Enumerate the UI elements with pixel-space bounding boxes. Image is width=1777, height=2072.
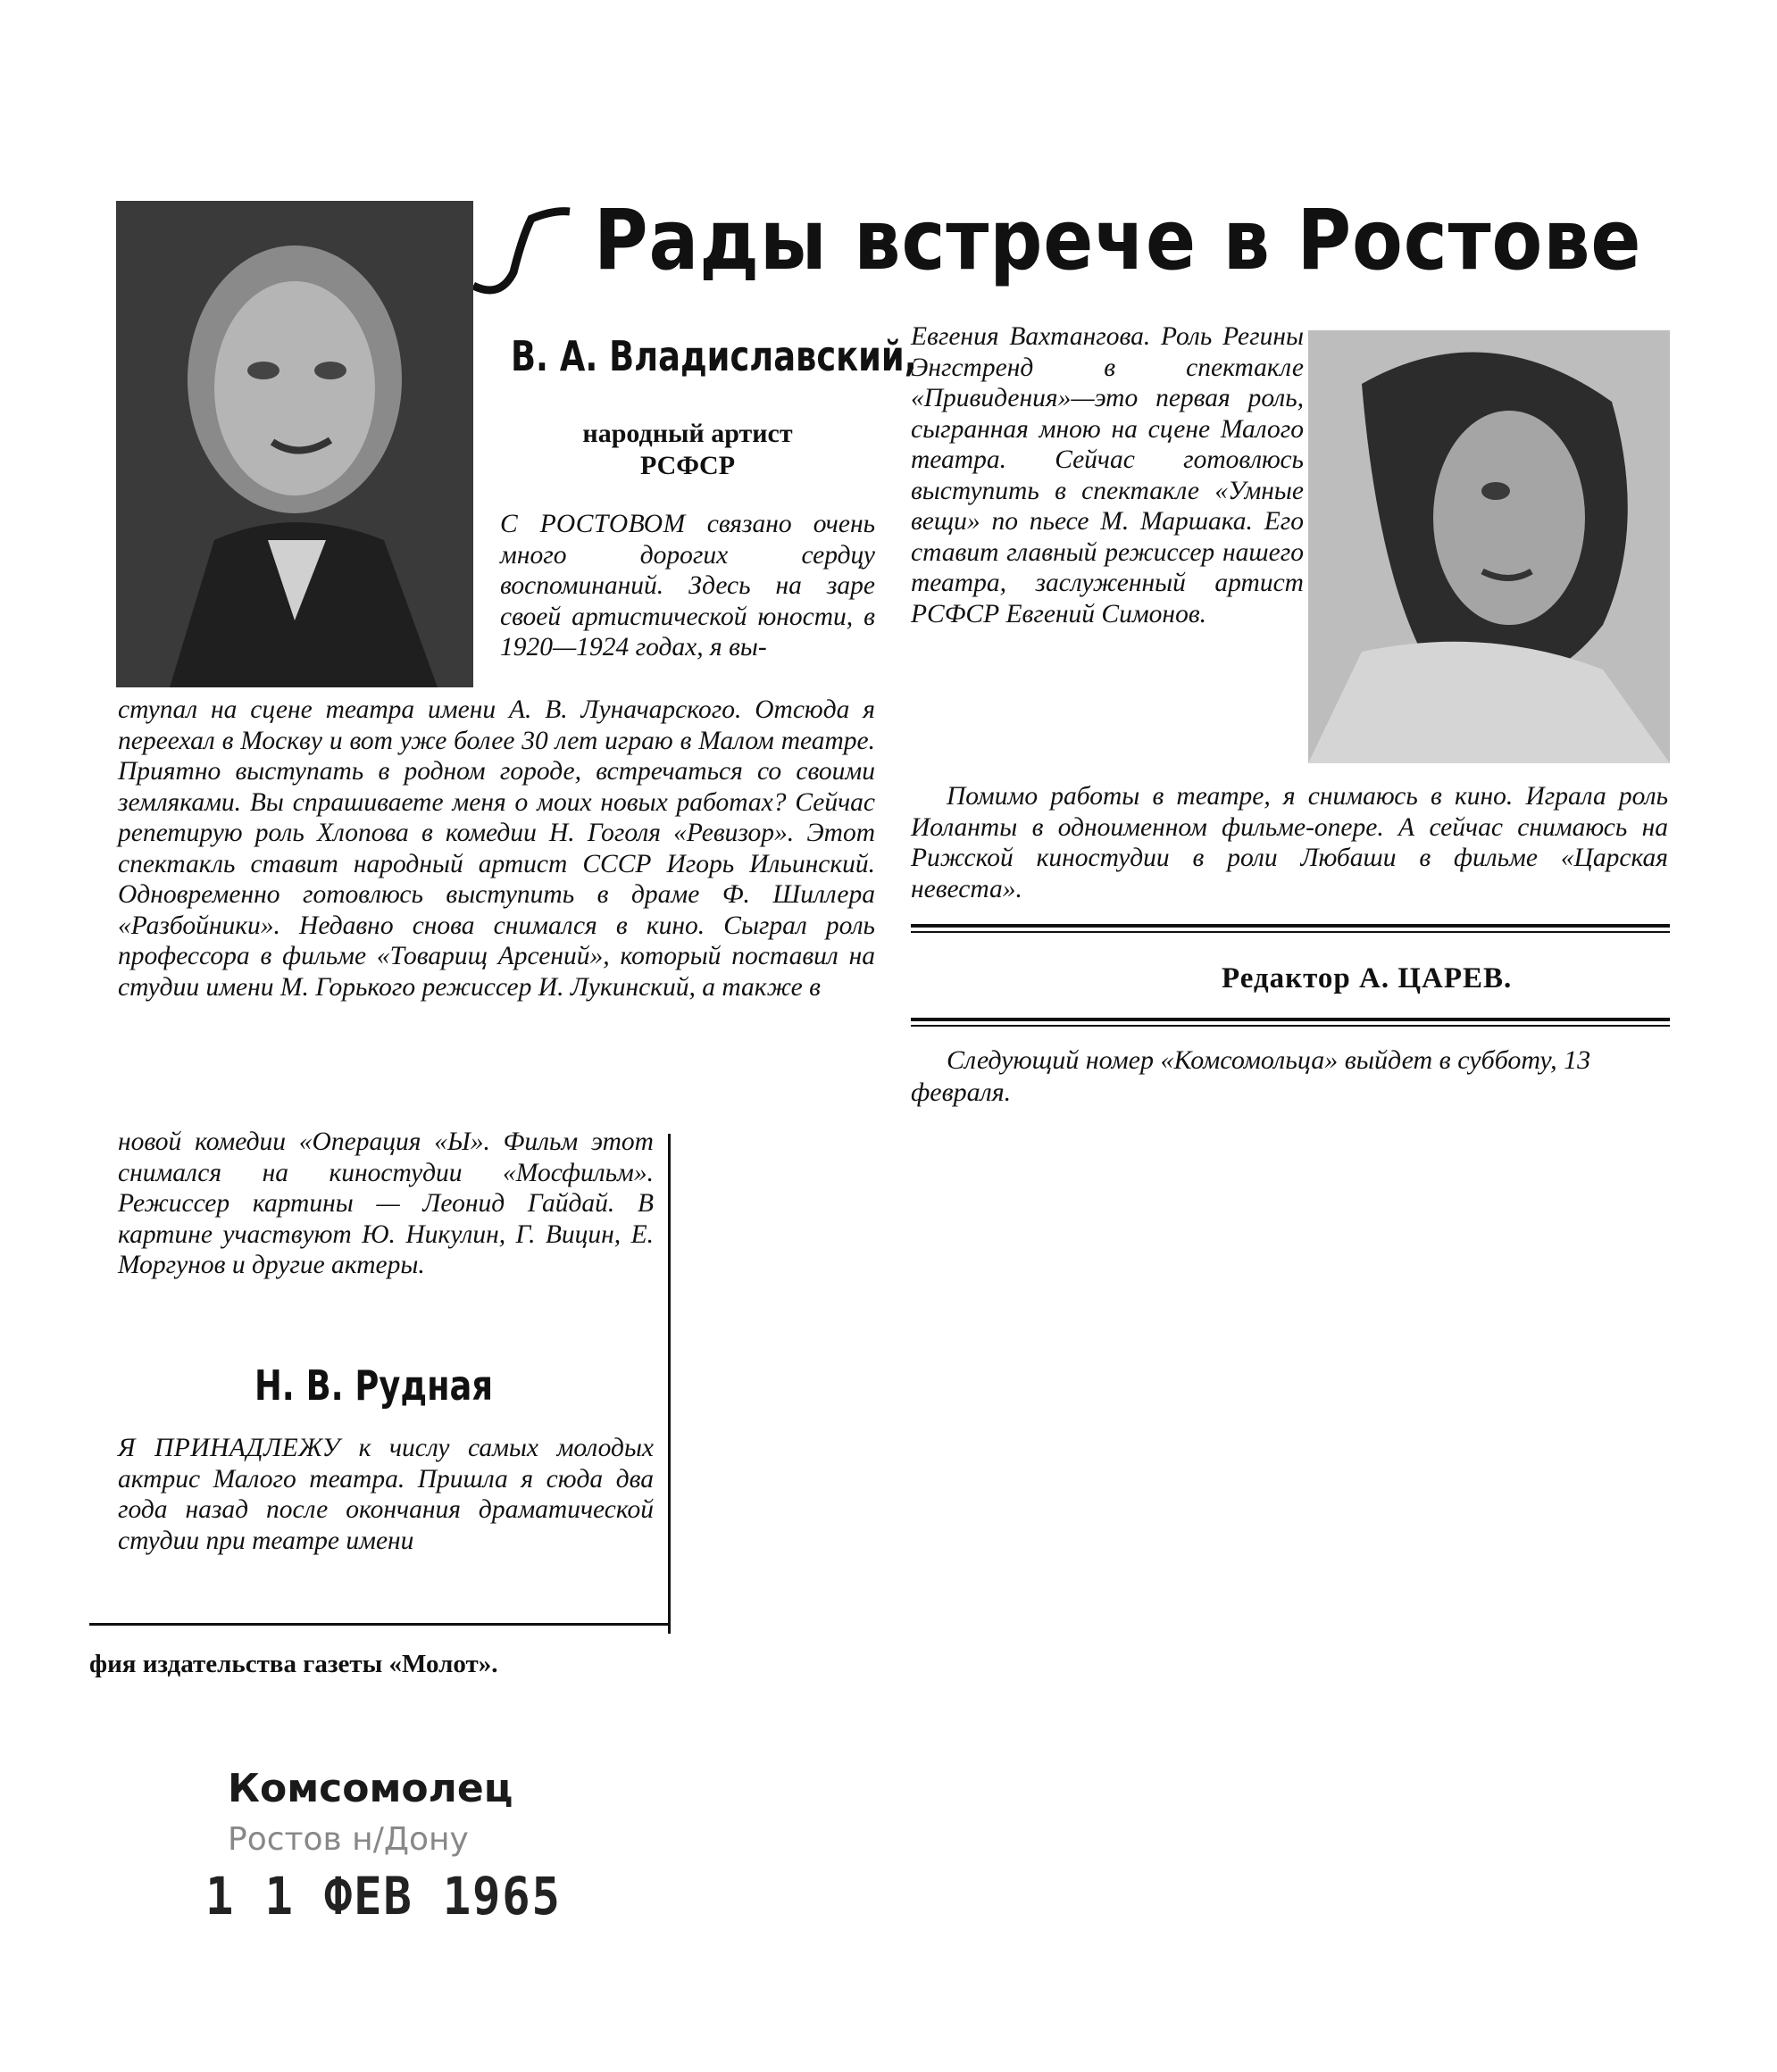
printer-rule	[89, 1623, 670, 1626]
author-rank	[500, 418, 875, 482]
stamp-city: Ростов н/Дону	[228, 1821, 469, 1858]
author-name-rudnaya: Н. В. Рудная	[254, 1361, 493, 1410]
article2-text-right-top: Евгения Вахтангова. Роль Регины Энгстренд в спектакле «Привидения»—это первая роль, сыгранная мною на сцене Малого театра. Сейчас готовлюсь выступить в спектакле «Умные вещи» по пьесе М. Маршака. Его ставит главный режиссер нашего театра, заслуженный артист РСФСР Евгений Симонов.	[911, 322, 1304, 628]
article2-text-left: к числу самых молодых актрис Малого театра. Пришла я сюда два года назад после окончания драматической студии при театре имени	[118, 1434, 655, 1555]
headline-hook	[464, 201, 571, 299]
headline: Рады встрече в Ростове	[594, 192, 1642, 289]
article2-paragraph-left	[118, 1433, 654, 1556]
article2-text-right-bottom: Помимо работы в театре, я снимаюсь в кино. Играла роль Иоланты в одноименном фильме-опере. А сейчас снимаюсь на Рижской киностудии в роли Любаши в фильме «Царская невеста».	[911, 782, 1668, 903]
article1-lead-caps: С РОСТОВОМ	[500, 510, 686, 538]
author-name-vladislavsky: В. А. Владиславский,	[511, 332, 917, 380]
column-rule-left	[668, 1134, 671, 1634]
editor-double-rule	[911, 924, 1670, 933]
next-issue-notice: Следующий номер «Комсомольца» выйдет в субботу, 13 февраля.	[911, 1045, 1591, 1107]
article1-paragraph-narrow	[500, 509, 875, 663]
article1-text-narrow: связано очень много дорогих сердцу воспоминаний. Здесь на заре своей артистической юности, в 1920—1924 годах, я вы-	[500, 510, 876, 662]
author-rank-line2: РСФСР	[639, 451, 736, 480]
article2-lead-caps: Я ПРИНАДЛЕЖУ	[118, 1434, 340, 1462]
portrait-photo-rudnaya	[1308, 330, 1670, 763]
article1-text-lower: новой комедии «Операция «Ы». Фильм этот снимался на киностудии «Мосфильм». Режиссер картины — Леонид Гайдай. В картине участвуют Ю. Никулин, Г. Вицин, Е. Моргунов и другие актеры.	[118, 1128, 654, 1279]
headline-hook-icon	[464, 201, 571, 299]
stamp-newspaper-title: Комсомолец	[228, 1766, 513, 1811]
portrait-photo-vladislavsky	[116, 201, 473, 687]
article1-paragraph-wide	[118, 695, 875, 1003]
stamp-date: 1 1 ФЕВ 1965	[205, 1866, 562, 1926]
article2-paragraph-right-top	[911, 321, 1304, 629]
editor-bottom-rule	[911, 1018, 1670, 1027]
article2-paragraph-right-bottom	[911, 781, 1668, 904]
article1-paragraph-lower	[118, 1127, 654, 1281]
printer-line: фия издательства газеты «Молот».	[89, 1650, 498, 1678]
article1-text-wide: ступал на сцене театра имени А. В. Луначарского. Отсюда я переехал в Москву и вот уже более 30 лет играю в Малом театре. Приятно выступать в родном городе, встречаться со своими земляками. Вы спрашиваете меня о моих новых работах? Сейчас репетирую роль Хлопова в комедии Н. Гоголя «Ревизор». Этот спектакль ставит народный артист СССР Игорь Ильинский. Одновременно готовлюсь выступить в драме Ф. Шиллера «Разбойники». Недавно снова снимался в кино. Сыграл роль профессора в фильме «Товарищ Арсений», который поставил на студии имени М. Горького режиссер И. Лукинский, а также в	[118, 695, 875, 1002]
editor-line: Редактор А. ЦАРЕВ.	[1222, 962, 1513, 994]
author-rank-line1: народный артист	[582, 419, 793, 448]
